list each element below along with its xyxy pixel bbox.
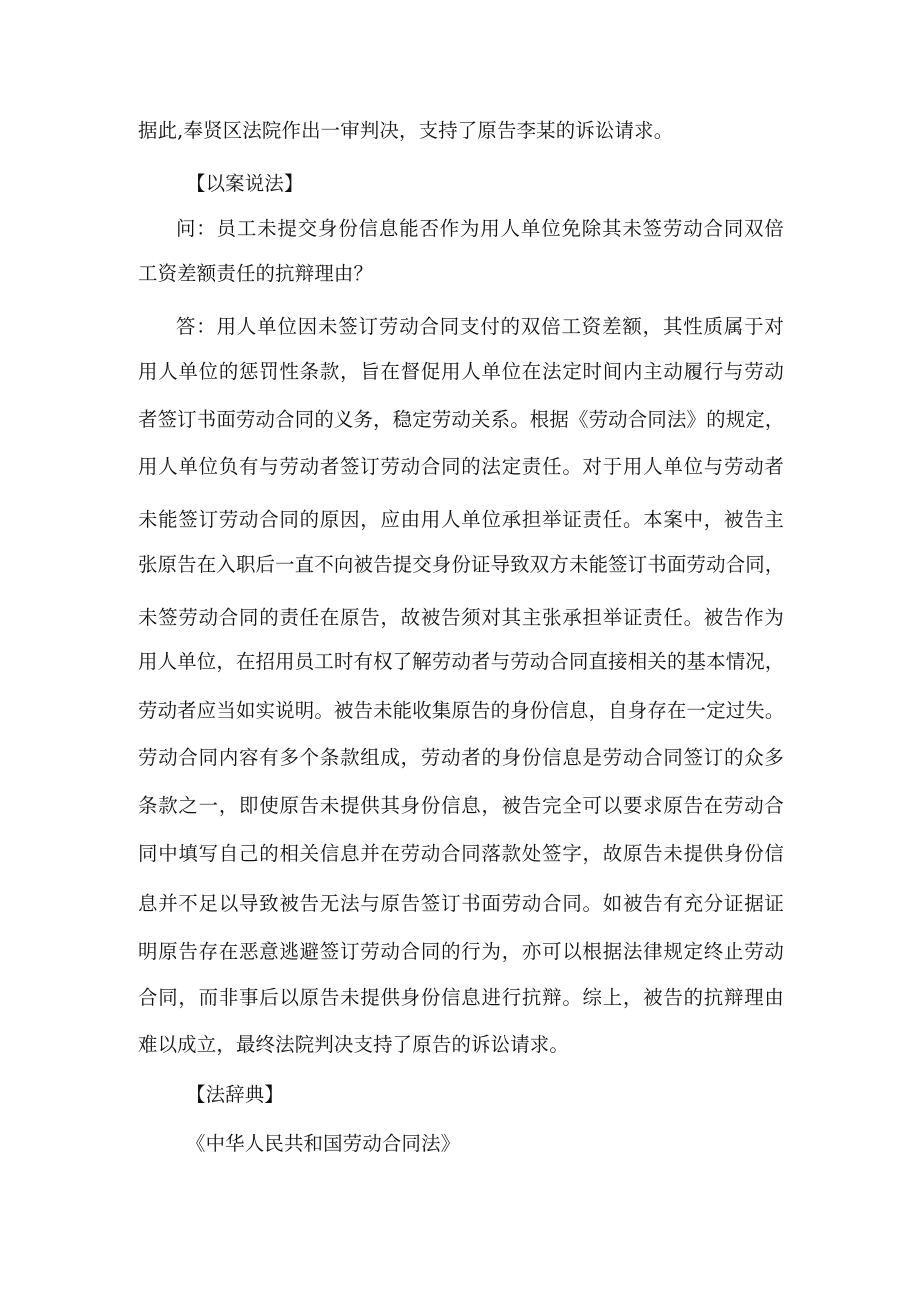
law-citation: 《中华人民共和国劳动合同法》 [186,1132,461,1155]
intro-line: 据此,奉贤区法院作出一审判决，支持了原告李某的诉讼请求。 [138,119,674,142]
answer-line: 者签订书面劳动合同的义务，稳定劳动关系。根据《劳动合同法》的规定， [138,408,785,431]
answer-line: 用人单位的惩罚性条款，旨在督促用人单位在法定时间内主动履行与劳动 [138,360,784,383]
answer-line: 难以成立，最终法院判决支持了原告的诉讼请求。 [138,1033,569,1056]
answer-line: 答：用人单位因未签订劳动合同支付的双倍工资差额，其性质属于对 [176,315,784,338]
section-heading-case-analysis: 【以案说法】 [186,172,304,195]
answer-line: 用人单位，在招用员工时有权了解劳动者与劳动合同直接相关的基本情况， [138,650,785,673]
answer-line: 劳动合同内容有多个条款组成，劳动者的身份信息是劳动合同签订的众多 [138,746,784,769]
answer-line: 合同，而非事后以原告未提供身份信息进行抗辩。综上，被告的抗辩理由 [138,986,784,1009]
answer-line: 劳动者应当如实说明。被告未能收集原告的身份信息，自身存在一定过失。 [138,699,785,722]
answer-line: 明原告存在恶意逃避签订劳动合同的行为，亦可以根据法律规定终止劳动 [138,940,784,963]
answer-line: 未签劳动合同的责任在原告，故被告须对其主张承担举证责任。被告作为 [138,606,784,629]
question-line: 问：员工未提交身份信息能否作为用人单位免除其未签劳动合同双倍 [176,217,784,240]
answer-line: 用人单位负有与劳动者签订劳动合同的法定责任。对于用人单位与劳动者 [138,455,784,478]
answer-line: 张原告在入职后一直不向被告提交身份证导致双方未能签订书面劳动合同， [138,553,785,576]
answer-line: 息并不足以导致被告无法与原告签订书面劳动合同。如被告有充分证据证 [138,892,784,915]
answer-line: 未能签订劳动合同的原因，应由用人单位承担举证责任。本案中，被告主 [138,508,784,531]
answer-line: 同中填写自己的相关信息并在劳动合同落款处签字，故原告未提供身份信 [138,842,784,865]
answer-line: 条款之一，即使原告未提供其身份信息，被告完全可以要求原告在劳动合 [138,794,784,817]
section-heading-law-dictionary: 【法辞典】 [186,1083,284,1106]
question-line: 工资差额责任的抗辩理由？ [138,262,374,285]
